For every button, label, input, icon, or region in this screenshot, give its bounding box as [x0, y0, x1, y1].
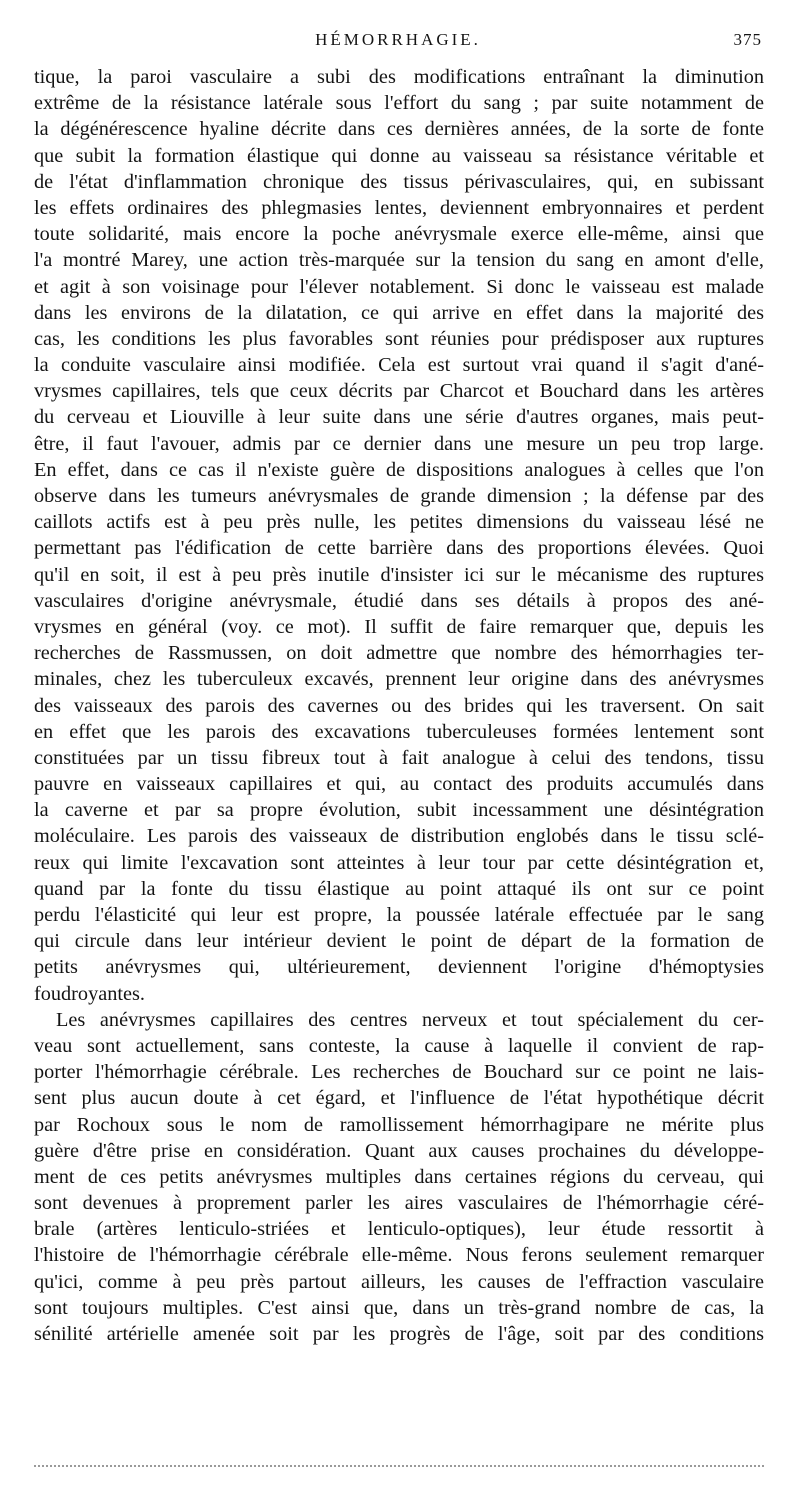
- text-line: moléculaire. Les parois des vaisseaux de distribution englobés dans le tissu sclé-: [34, 825, 764, 848]
- text-line: extrême de la résistance latérale sous l'effort du sang ; par suite notamment de: [34, 92, 764, 115]
- text-line: tique, la paroi vasculaire a subi des modifications entraînant la diminution: [34, 66, 764, 88]
- text-line: En effet, dans ce cas il n'existe guère de dispositions analogues à celles que l'on: [34, 458, 764, 481]
- text-line: des vaisseaux des parois des cavernes ou des brides qui les traversent. On sait: [34, 694, 764, 717]
- text-line: quand par la fonte du tissu élastique au point attaqué ils ont sur ce point: [34, 877, 764, 900]
- running-head: [34, 30, 762, 56]
- text-line: en effet que les parois des excavations tuberculeuses formées lentement sont: [34, 720, 764, 743]
- text-line: pauvre en vaisseaux capillaires et qui, au contact des produits accumulés dans: [34, 773, 764, 796]
- text-line: sénilité artérielle amenée soit par les progrès de l'âge, soit par des conditions: [34, 1323, 764, 1345]
- text-line: veau sont actuellement, sans conteste, la cause à laquelle il convient de rap-: [34, 1034, 764, 1057]
- paragraph-end-line: foudroyantes.: [34, 982, 145, 1005]
- text-line: vasculaires d'origine anévrysmale, étudié dans ses détails à propos des ané-: [34, 589, 764, 612]
- text-line: dans les environs de la dilatation, ce qui arrive en effet dans la majorité des: [34, 301, 764, 324]
- text-line: être, il faut l'avouer, admis par ce dernier dans une mesure un peu trop large.: [34, 432, 764, 455]
- text-line: que subit la formation élastique qui donne au vaisseau sa résistance véritable et: [34, 144, 764, 167]
- text-line: la dégénérescence hyaline décrite dans ces dernières années, de la sorte de fonte: [34, 118, 764, 141]
- text-line: vrysmes en général (voy. ce mot). Il suffit de faire remarquer que, depuis les: [34, 615, 764, 638]
- text-line: guère d'être prise en considération. Quant aux causes prochaines du développe-: [34, 1139, 764, 1162]
- text-line: minales, chez les tuberculeux excavés, prennent leur origine dans des anévrysmes: [34, 668, 764, 691]
- text-line: la conduite vasculaire ainsi modifiée. Cela est surtout vrai quand il s'agit d'ané-: [34, 354, 764, 377]
- text-line: qu'il en soit, il est à peu près inutile d'insister ici sur le mécanisme des ruptures: [34, 563, 764, 586]
- text-line: recherches de Rassmussen, on doit admettre que nombre des hémorrhagies ter-: [34, 642, 764, 665]
- text-line: du cerveau et Liouville à leur suite dans une série d'autres organes, mais peut-: [34, 406, 764, 429]
- text-line: perdu l'élasticité qui leur est propre, la poussée latérale effectuée par le sang: [34, 904, 764, 926]
- text-line: sent plus aucun doute à cet égard, et l'influence de l'état hypothétique décrit: [34, 1087, 764, 1110]
- text-line: caillots actifs est à peu près nulle, les petites dimensions du vaisseau lésé ne: [34, 511, 764, 534]
- text-line: observe dans les tumeurs anévrysmales de grande dimension ; la défense par des: [34, 485, 764, 507]
- text-line: de l'état d'inflammation chronique des tissus périvasculaires, qui, en subissant: [34, 170, 764, 193]
- text-line: l'a montré Marey, une action très-marquée sur la tension du sang en amont d'elle,: [34, 249, 764, 272]
- text-line: par Rochoux sous le nom de ramollissement hémorrhagipare ne mérite plus: [34, 1113, 764, 1136]
- text-line: toute solidarité, mais encore la poche anévrysmale exerce elle-même, ainsi que: [34, 223, 764, 246]
- text-line: constituées par un tissu fibreux tout à fait analogue à celui des tendons, tissu: [34, 746, 764, 769]
- text-line: petits anévrysmes qui, ultérieurement, deviennent l'origine d'hémoptysies: [34, 956, 764, 979]
- text-line: qu'ici, comme à peu près partout ailleurs, les causes de l'effraction vasculaire: [34, 1270, 764, 1293]
- body-text: [34, 64, 764, 1347]
- text-line: cas, les conditions les plus favorables sont réunies pour prédisposer aux ruptures: [34, 327, 764, 350]
- text-line: l'histoire de l'hémorrhagie cérébrale elle-même. Nous ferons seulement remarquer: [34, 1244, 764, 1267]
- text-line: ment de ces petits anévrysmes multiples dans certaines régions du cerveau, qui: [34, 1165, 764, 1188]
- text-line: porter l'hémorrhagie cérébrale. Les recherches de Bouchard sur ce point ne lais-: [34, 1061, 764, 1084]
- text-line: et agit à son voisinage pour l'élever notablement. Si donc le vaisseau est malade: [34, 275, 764, 298]
- paragraph-first-line: Les anévrysmes capillaires des centres nerveux et tout spécialement du cer-: [56, 1008, 764, 1031]
- text-line: sont devenues à proprement parler les aires vasculaires de l'hémorrhagie céré-: [34, 1192, 764, 1215]
- page-number: 375: [733, 30, 762, 49]
- text-line: sont toujours multiples. C'est ainsi que, dans un très-grand nombre de cas, la: [34, 1296, 764, 1319]
- text-line: la caverne et par sa propre évolution, subit incessamment une désintégration: [34, 799, 764, 822]
- text-line: permettant pas l'édification de cette barrière dans des proportions élevées. Quoi: [34, 537, 764, 560]
- running-title: HÉMORRHAGIE.: [315, 30, 481, 49]
- bottom-bleed-through-rule: [34, 1465, 764, 1467]
- text-line: brale (artères lenticulo-striées et lenticulo-optiques), leur étude ressortit à: [34, 1218, 764, 1241]
- text-line: les effets ordinaires des phlegmasies lentes, deviennent embryonnaires et perdent: [34, 196, 764, 219]
- text-line: qui circule dans leur intérieur devient le point de départ de la formation de: [34, 930, 764, 953]
- text-line: reux qui limite l'excavation sont atteintes à leur tour par cette désintégration et,: [34, 851, 764, 874]
- text-line: vrysmes capillaires, tels que ceux décrits par Charcot et Bouchard dans les artères: [34, 380, 764, 403]
